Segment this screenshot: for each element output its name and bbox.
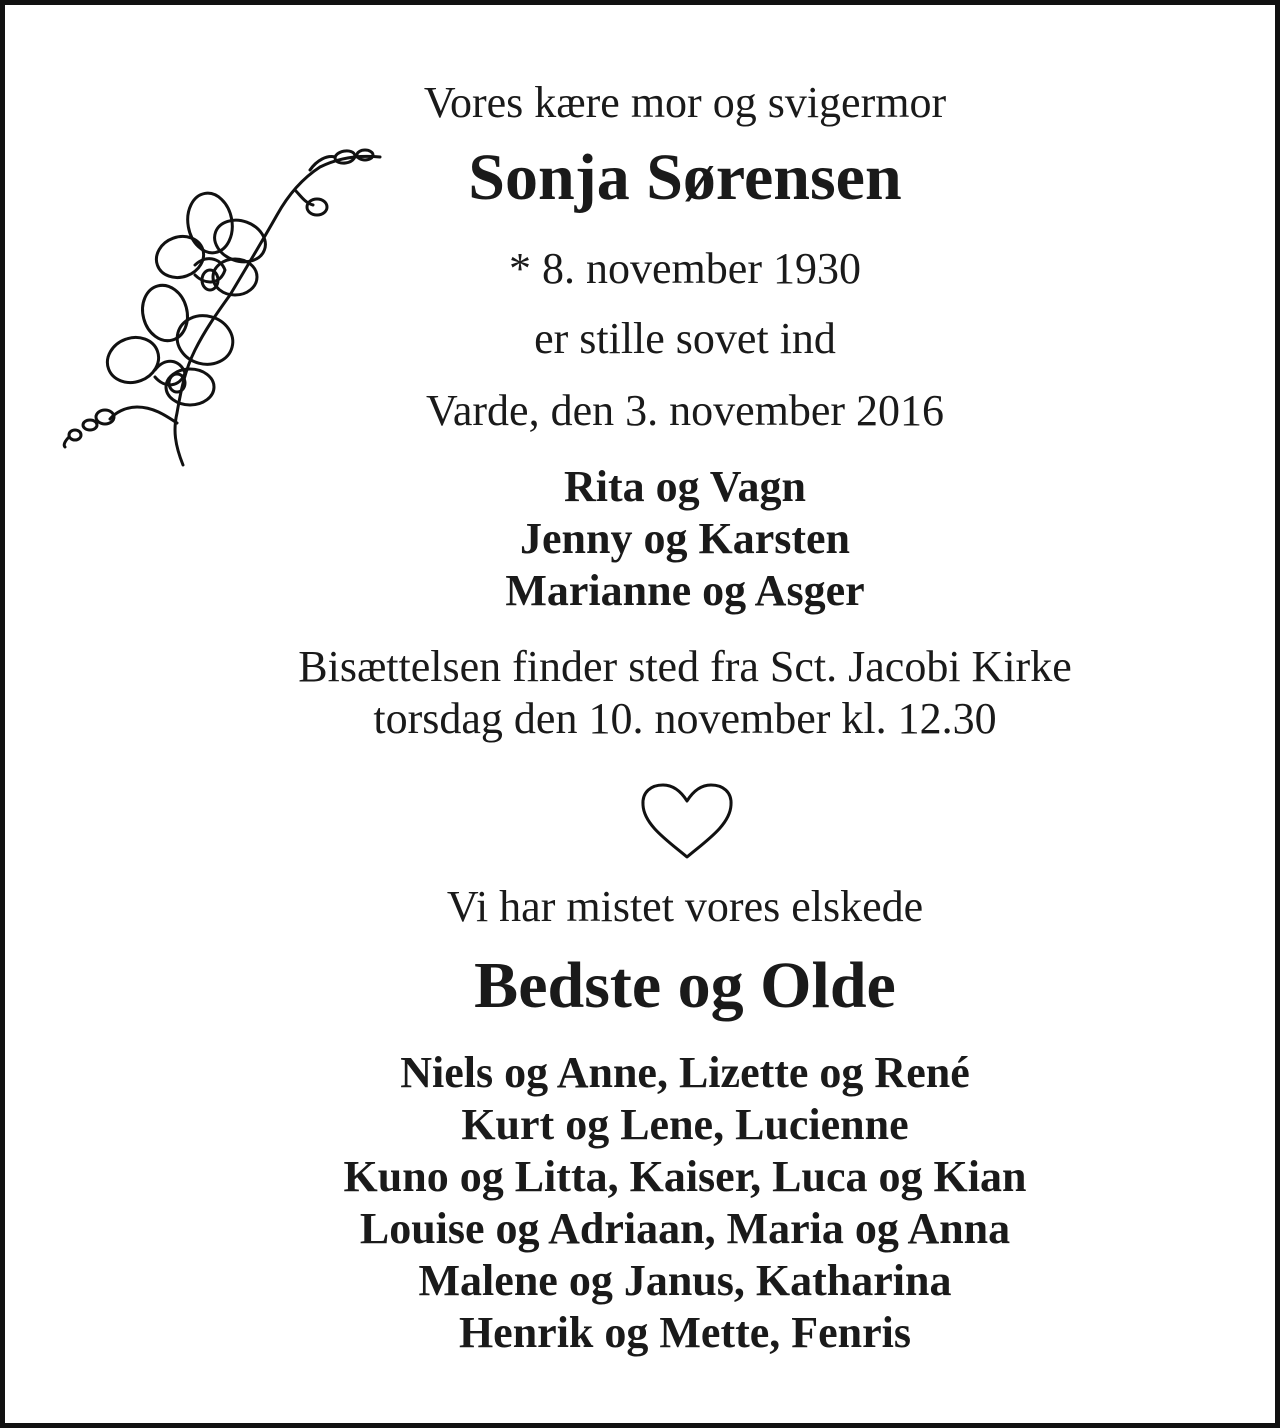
grandchildren-title: Bedste og Olde	[474, 949, 896, 1022]
mourner-line: Marianne og Asger	[505, 566, 865, 615]
passed-text: er stille sovet ind	[534, 314, 836, 363]
family-line: Henrik og Mette, Fenris	[458, 1308, 912, 1357]
funeral-time: torsdag den 10. november kl. 12.30	[373, 694, 997, 743]
family-line: Louise og Adriaan, Maria og Anna	[359, 1204, 1011, 1253]
family-list	[85, 1047, 1280, 1359]
mourner-line: Rita og Vagn	[563, 462, 807, 511]
intro-text: Vores kære mor og svigermor	[423, 78, 947, 127]
grandchildren-intro: Vi har mistet vores elskede	[446, 882, 924, 931]
heart-outline-icon	[638, 781, 736, 861]
deceased-name: Sonja Sørensen	[468, 141, 902, 214]
family-line: Kuno og Litta, Kaiser, Luca og Kian	[343, 1152, 1027, 1201]
family-line: Niels og Anne, Lizette og René	[400, 1048, 970, 1097]
mourner-line: Jenny og Karsten	[520, 514, 850, 563]
mourners-list	[85, 461, 1280, 617]
place-date: Varde, den 3. november 2016	[425, 386, 945, 435]
birth-date: * 8. november 1930	[509, 244, 861, 293]
family-line: Malene og Janus, Katharina	[418, 1256, 952, 1305]
family-line: Kurt og Lene, Lucienne	[461, 1100, 909, 1149]
funeral-info	[85, 641, 1280, 745]
funeral-location: Bisættelsen finder sted fra Sct. Jacobi Kirke	[298, 642, 1072, 691]
